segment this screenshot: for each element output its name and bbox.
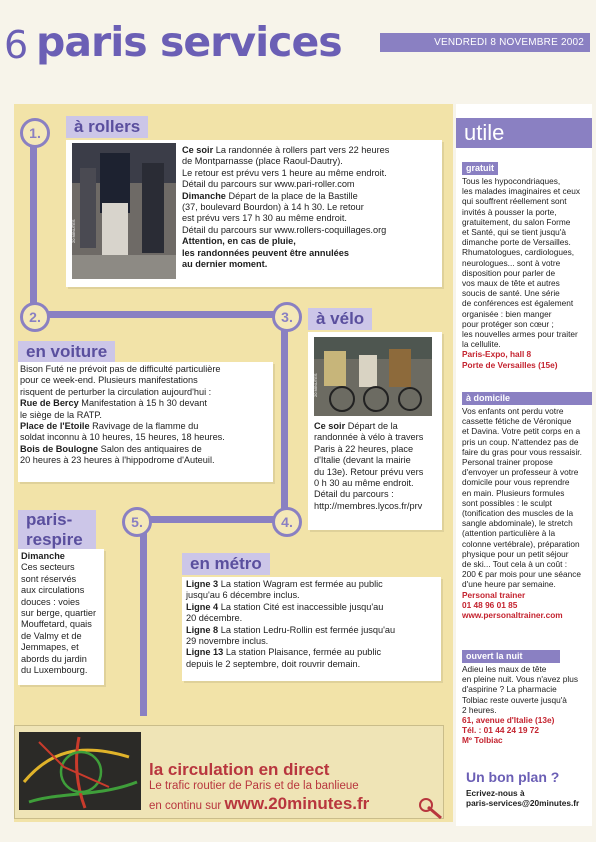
tag-domicile: à domicile [462, 392, 592, 405]
text-line [21, 551, 103, 562]
text-line: physique pour un petit séjour [462, 548, 569, 559]
text-line [20, 398, 272, 409]
domicile-text [462, 406, 590, 620]
traffic-map-graphic [19, 732, 141, 810]
text-line: invités à pousser la porte, [462, 206, 557, 217]
text-line [20, 387, 272, 398]
text-line [314, 432, 440, 443]
text-line-body: Manifestation à 15 h 30 devant [78, 398, 207, 409]
banner-line2-prefix: en continu sur [149, 800, 225, 812]
photo-credit: 20 MINUTES [313, 373, 318, 397]
text-line-bold: Dimanche [21, 551, 65, 561]
text-line-body: Mouffetard, quais [21, 619, 92, 630]
text-line: 200 € par mois pour une séance [462, 569, 582, 580]
text-line [21, 619, 103, 630]
text-line: en pleine nuit. Vous n'avez plus [462, 674, 578, 685]
text-line-body: Détail du parcours sur www.rollers-coquillages.org [182, 224, 387, 235]
text-line: vos maux de tête et autres [462, 278, 560, 289]
text-line-body: Jemmapes, et [21, 642, 79, 653]
text-line [21, 574, 103, 585]
text-line-body: La randonnée à rollers part vers 22 heures [213, 145, 390, 155]
text-line [182, 145, 438, 156]
page-title: paris services [36, 18, 342, 66]
text-line: la cellulite. [462, 339, 501, 350]
text-line: d'aspirine ? La pharmacie [462, 684, 557, 695]
route-line [30, 140, 37, 315]
step-badge-5: 5. [122, 507, 152, 537]
text-line [182, 213, 438, 224]
text-line: les malades imaginaires et ceux [462, 186, 581, 197]
text-line [21, 665, 103, 676]
banner-url-link[interactable]: www.20minutes.fr [224, 794, 370, 813]
text-line: pour protéger son cœur ; [462, 318, 554, 329]
text-line [20, 375, 272, 386]
text-line: d'une heure par semaine. [462, 579, 556, 590]
text-line-body: aux circulations [21, 585, 85, 596]
section-title-rollers: à rollers [66, 116, 148, 138]
route-line [140, 516, 147, 716]
metro-card [182, 577, 441, 681]
text-line-body: du 13e). Retour prévu vers [314, 466, 424, 477]
text-line-body: de Montparnasse (place Raoul-Dautry). [182, 156, 343, 167]
text-line [314, 489, 440, 500]
route-line [30, 311, 288, 318]
rollers-text [182, 145, 438, 270]
text-line-body: du Luxembourg. [21, 665, 88, 676]
text-line-body: jusqu'au 6 décembre inclus. [186, 590, 300, 601]
text-line-body: risquent de perturber la circulation aujourd'hui : [20, 386, 212, 397]
traffic-banner[interactable] [14, 725, 444, 819]
text-line: neurologues... sont à votre [462, 257, 561, 268]
rollers-photo-image [72, 143, 176, 279]
text-line-body: 20 décembre. [186, 613, 243, 624]
text-line: de conférences est également [462, 298, 574, 309]
text-line-body: d'Italie (devant la mairie [314, 455, 411, 466]
text-line [21, 585, 103, 596]
text-line: gratuitement, du salon Forme [462, 216, 571, 227]
text-line-bold: Rue de Bercy [20, 398, 79, 409]
photo-credit: 20 MINUTES [71, 219, 76, 243]
bonplan-title: Un bon plan ? [466, 769, 560, 785]
text-line: et Davina. Votre petit corps en a [462, 426, 581, 437]
text-line: paris-services@20minutes.fr [466, 798, 580, 809]
text-line-body: (37, boulevard Bourdon) à 14 h 30. Le retour [182, 202, 364, 213]
utile-title: utile [456, 118, 592, 148]
respire-title-line1: paris- [18, 510, 96, 530]
cursor-click-icon [419, 798, 443, 825]
text-line-body: La station Plaisance, fermée au public [223, 647, 382, 658]
text-line: colonne vertébrale), préparation [462, 538, 580, 549]
text-line-bold: les randonnées peuvent être annulées [182, 247, 349, 258]
text-line [182, 179, 438, 190]
text-line [186, 659, 438, 670]
text-line-body: Le retour est prévu vers 1 heure au même endroit. [182, 167, 387, 178]
text-line-body: Départ de la [345, 421, 398, 431]
text-line: d'envoyer un professeur à votre [462, 467, 579, 478]
text-line-body: Détail du parcours : [314, 489, 394, 500]
date-bar [380, 33, 590, 52]
text-line-body: sur berge, quartier [21, 608, 97, 619]
metro-text [186, 579, 438, 670]
text-line-bold: Ligne 8 [186, 624, 219, 635]
text-line [182, 156, 438, 167]
section-title-metro: en métro [182, 553, 270, 575]
respire-card [18, 549, 104, 685]
rollers-photo [72, 143, 176, 279]
text-line-body: soldat inconnu à 10 heures, 15 heures, 18 heures. [20, 432, 225, 443]
route-line [140, 516, 288, 523]
text-line-body: 29 novembre inclus. [186, 636, 269, 647]
text-line [182, 248, 438, 259]
section-title-voiture: en voiture [18, 341, 115, 363]
respire-text [21, 551, 103, 676]
issue-date: VENDREDI 8 NOVEMBRE 2002 [434, 37, 584, 48]
text-line [186, 590, 438, 601]
page-number: 6 [4, 23, 29, 67]
text-line [20, 455, 272, 466]
text-line-bold: Dimanche [182, 190, 226, 201]
text-line-body: sont réservés [21, 573, 77, 584]
text-line [186, 647, 438, 658]
text-line [186, 602, 438, 613]
text-line [20, 432, 272, 443]
text-line [314, 467, 440, 478]
text-line: Ecrivez-nous à [466, 788, 525, 798]
text-line-body: La station Cité est inaccessible jusqu'au [218, 601, 384, 612]
text-line: Tous les hypocondriaques, [462, 176, 561, 186]
banner-line1: Le trafic routier de Paris et de la banlieue [149, 780, 359, 792]
text-line [21, 631, 103, 642]
text-line-body: Paris à 22 heures, place [314, 443, 414, 454]
text-line: disposition pour parler de [462, 267, 556, 278]
text-line [20, 410, 272, 421]
text-line-body: le siège de la RATP. [20, 409, 102, 420]
step-badge-3: 3. [272, 302, 302, 332]
contact-line: 61, avenue d'Italie (13e) [462, 715, 555, 726]
text-line [182, 259, 438, 270]
text-line-bold: Ligne 13 [186, 647, 224, 658]
text-line-body: Bison Futé ne prévoit pas de difficulté particulière [20, 364, 221, 374]
contact-line: Porte de Versailles (15e) [462, 359, 558, 370]
text-line [182, 191, 438, 202]
text-line-bold: au dernier moment. [182, 259, 268, 270]
text-line: de ski... Tout cela à un coût : [462, 559, 568, 570]
contact-line: Paris-Expo, hall 8 [462, 349, 532, 360]
text-line-body: randonnée à vélo à travers [314, 432, 424, 443]
text-line [182, 168, 438, 179]
text-line: Personal trainer propose [462, 457, 553, 468]
text-line [21, 654, 103, 665]
velo-photo [314, 337, 432, 416]
text-line: et Santé, qui se tient jusqu'à [462, 227, 566, 238]
text-line: sont possibles : le sculpt [462, 497, 552, 508]
text-line [182, 225, 438, 236]
text-line: organisée : bien manger [462, 308, 552, 319]
text-line [186, 625, 438, 636]
text-line-bold: Attention, en cas de pluie, [182, 236, 296, 247]
text-line [186, 579, 438, 590]
text-line-body: pour ce week-end. Plusieurs manifestations [20, 375, 198, 386]
text-line: Rhumatologues, cardiologues, [462, 247, 575, 258]
contact-line: Tél. : 01 44 24 19 72 [462, 725, 540, 736]
text-line: sangle abdominale), le stretch [462, 518, 573, 529]
voiture-card [18, 362, 273, 482]
text-line-body: depuis le 2 septembre, doit rouvrir demain. [186, 658, 361, 669]
contact-line: Mº Tolbiac [462, 735, 503, 746]
text-line: cassette fétiche de Véronique [462, 416, 572, 427]
nuit-text [462, 664, 590, 746]
text-line: (attention particulière à la [462, 528, 556, 539]
text-line: les nouvelles armes pour traiter [462, 329, 578, 340]
text-line [20, 444, 272, 455]
text-line [314, 501, 440, 512]
text-line-bold: Ligne 3 [186, 579, 219, 589]
text-line-body: Salon des antiquaires de [98, 443, 202, 454]
text-line-body: 0 h 30 au même endroit. [314, 478, 414, 489]
text-line [182, 202, 438, 213]
text-line-body: Départ de la place de la Bastille [225, 190, 358, 201]
text-line: (tonification des muscles de la [462, 508, 574, 519]
text-line [314, 444, 440, 455]
text-line-bold: Ce soir [314, 421, 346, 431]
contact-line: Personal trainer [462, 589, 526, 600]
contact-line: 01 48 96 01 85 [462, 599, 518, 610]
text-line: faire du gras pour vous ressaisir. [462, 446, 582, 457]
text-line [20, 364, 272, 375]
text-line [20, 421, 272, 432]
text-line-body: La station Ledru-Rollin est fermée jusqu'au [218, 624, 396, 635]
text-line: pris un coup. N'attendez pas de [462, 436, 579, 447]
section-title-velo: à vélo [308, 308, 372, 330]
tag-nuit: ouvert la nuit [462, 650, 560, 663]
step-badge-4: 4. [272, 507, 302, 537]
tag-gratuit: gratuit [462, 162, 498, 175]
text-line [21, 597, 103, 608]
text-line: Vos enfants ont perdu votre [462, 406, 564, 416]
text-line [21, 608, 103, 619]
banner-line2 [149, 794, 369, 814]
respire-title-line2: respire [18, 530, 96, 550]
step-badge-2: 2. [20, 302, 50, 332]
contact-line: www.personaltrainer.com [462, 610, 563, 621]
text-line-body: abords du jardin [21, 653, 87, 664]
text-line [21, 642, 103, 653]
traffic-map [19, 732, 141, 810]
banner-headline: la circulation en direct [149, 760, 330, 779]
text-line: qui souffrent réellement sont [462, 196, 567, 207]
text-line-bold: Ce soir [182, 145, 214, 155]
text-line: en main. Plusieurs formules [462, 487, 565, 498]
velo-text [314, 421, 440, 512]
text-line [186, 636, 438, 647]
voiture-text [20, 364, 272, 467]
section-title-respire [18, 510, 96, 550]
bonplan-text [466, 788, 594, 808]
text-line [314, 421, 440, 432]
text-line [314, 455, 440, 466]
text-line-bold: Place de l'Etoile [20, 421, 90, 432]
text-line-bold: Ligne 4 [186, 601, 219, 612]
text-line [182, 236, 438, 247]
route-line [281, 311, 288, 521]
velo-card [308, 332, 442, 530]
text-line-body: est prévu vers 17 h 30 au même endroit. [182, 213, 347, 224]
text-line [21, 562, 103, 573]
text-line: 2 heures. [462, 704, 497, 715]
text-line-body: de Valmy et de [21, 630, 82, 641]
text-line [314, 478, 440, 489]
text-line: Tolbiac reste ouverte jusqu'à [462, 694, 567, 705]
text-line-body: La station Wagram est fermée au public [218, 579, 383, 589]
text-line-body: Ravivage de la flamme du [89, 421, 199, 432]
velo-photo-image [314, 337, 432, 416]
text-line: domicile pour vous reprendre [462, 477, 570, 488]
text-line-bold: Bois de Boulogne [20, 443, 99, 454]
text-line-body: Ces secteurs [21, 562, 75, 573]
rollers-card [66, 140, 442, 287]
text-line-body: http://membres.lycos.fr/prv [314, 500, 423, 511]
gratuit-text [462, 176, 590, 370]
cursor-arrow-icon [419, 798, 443, 820]
text-line-body: Détail du parcours sur www.pari-roller.com [182, 179, 355, 190]
text-line-body: douces : voies [21, 596, 80, 607]
text-line-body: 20 heures à 23 heures à l'hippodrome d'Auteuil. [20, 455, 215, 466]
text-line: soucis de santé. Une série [462, 288, 560, 299]
text-line [186, 613, 438, 624]
text-line: dimanche porte de Versailles. [462, 237, 571, 248]
text-line: Adieu les maux de tête [462, 664, 547, 674]
step-badge-1: 1. [20, 118, 50, 148]
